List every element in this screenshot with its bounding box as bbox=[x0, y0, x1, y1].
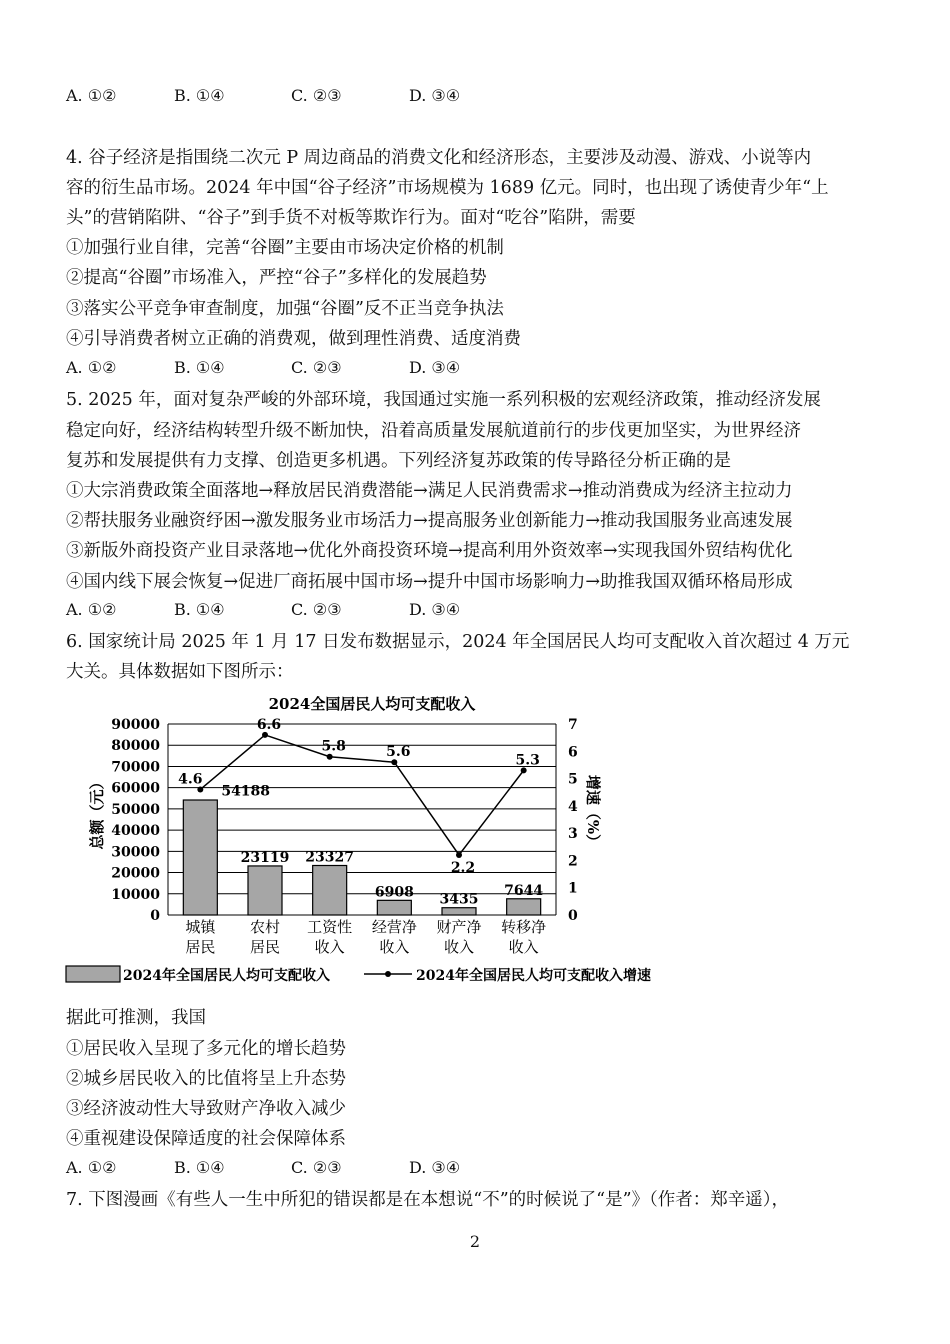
x-tick-label: 居民 bbox=[249, 938, 281, 956]
option-d: D. ③④ bbox=[409, 600, 461, 619]
y-tick-label: 90000 bbox=[111, 717, 160, 733]
y2-tick-label: 5 bbox=[568, 771, 578, 788]
option-c: C. ②③ bbox=[291, 358, 342, 377]
option-a: A. ①② bbox=[66, 358, 117, 377]
x-tick-label: 城镇 bbox=[185, 918, 216, 936]
bar bbox=[377, 900, 411, 915]
x-tick-label: 收入 bbox=[314, 938, 345, 956]
bar-value-label: 6908 bbox=[374, 884, 414, 901]
x-tick-label: 居民 bbox=[185, 938, 216, 956]
growth-label: 2.2 bbox=[450, 859, 476, 876]
q6-statement-3: ③经济波动性大导致财产净收入减少 bbox=[66, 1099, 346, 1119]
q4-statement-3: ③落实公平竞争审查制度，加强“谷圈”反不正当竞争执法 bbox=[66, 299, 504, 319]
growth-label: 4.6 bbox=[178, 771, 203, 788]
x-tick-label: 收入 bbox=[443, 938, 475, 956]
q6-statement-2: ②城乡居民收入的比值将呈上升态势 bbox=[66, 1069, 346, 1089]
y-tick-label: 10000 bbox=[111, 886, 160, 903]
y-tick-label: 40000 bbox=[111, 823, 160, 840]
page-number: 2 bbox=[469, 1232, 481, 1251]
y2-axis-label: 增速（%） bbox=[584, 774, 602, 850]
option-b: B. ①④ bbox=[174, 1158, 225, 1177]
q4-stem-line: 容的衍生品市场。2024 年中国“谷子经济”市场规模为 1689 亿元。同时，也出现了诱使青少年“上 bbox=[66, 178, 829, 198]
chart-title: 2024全国居民人均可支配收入 bbox=[268, 695, 476, 713]
bar bbox=[507, 899, 541, 915]
option-a: A. ①② bbox=[66, 1158, 117, 1177]
y-tick-label: 0 bbox=[150, 908, 160, 924]
q5-statement-4: ④国内线下展会恢复→促进厂商拓展中国市场→提升中国市场影响力→助推我国双循环格局形成 bbox=[66, 572, 793, 592]
legend-bar-label: 2024年全国居民人均可支配收入 bbox=[123, 968, 330, 984]
q5-statement-1: ①大宗消费政策全面落地→释放居民消费潜能→满足人民消费需求→推动消费成为经济主拉动力 bbox=[66, 481, 793, 501]
y2-tick-label: 0 bbox=[568, 908, 578, 924]
legend-line-marker bbox=[385, 971, 391, 977]
q5-stem-line: 5. 2025 年，面对复杂严峻的外部环境，我国通过实施一系列积极的宏观经济政策，推动经济发展 bbox=[66, 390, 821, 410]
q6-stem-line: 大关。具体数据如下图所示： bbox=[66, 662, 294, 682]
q6-lead: 据此可推测，我国 bbox=[66, 1008, 206, 1028]
y2-tick-label: 7 bbox=[568, 717, 578, 733]
y-tick-label: 70000 bbox=[111, 759, 160, 776]
option-b: B. ①④ bbox=[174, 358, 225, 377]
bar-value-label: 3435 bbox=[439, 891, 479, 908]
growth-label: 5.3 bbox=[515, 752, 540, 769]
growth-label: 5.8 bbox=[321, 738, 346, 755]
y-tick-label: 50000 bbox=[111, 801, 160, 818]
q5-statement-2: ②帮扶服务业融资纾困→激发服务业市场活力→提高服务业创新能力→推动我国服务业高速发展 bbox=[66, 511, 793, 531]
bar-value-label: 23119 bbox=[240, 849, 290, 866]
bar-value-label: 54188 bbox=[221, 783, 271, 800]
option-d: D. ③④ bbox=[409, 358, 461, 377]
x-tick-label: 财产净 bbox=[436, 918, 482, 936]
growth-label: 6.6 bbox=[256, 716, 282, 733]
bar bbox=[183, 800, 217, 915]
x-tick-label: 转移净 bbox=[501, 918, 547, 936]
q5-statement-3: ③新版外商投资产业目录落地→优化外商投资环境→提高利用外资效率→实现我国外贸结构优化 bbox=[66, 541, 793, 561]
legend-line-label: 2024年全国居民人均可支配收入增速 bbox=[416, 968, 651, 984]
y-tick-label: 20000 bbox=[111, 865, 160, 882]
chart-legend bbox=[66, 966, 651, 984]
q6-stem-line: 6. 国家统计局 2025 年 1 月 17 日发布数据显示，2024 年全国居民人均可支配收入首次超过 4 万元 bbox=[66, 632, 850, 652]
y-tick-label: 80000 bbox=[111, 738, 160, 755]
option-a: A. ①② bbox=[66, 86, 117, 105]
option-a: A. ①② bbox=[66, 600, 117, 619]
x-tick-label: 工资性 bbox=[307, 918, 353, 936]
q5-stem-line: 稳定向好，经济结构转型升级不断加快，沿着高质量发展航道前行的步伐更加坚实，为世界经济 bbox=[66, 421, 801, 441]
x-tick-label: 农村 bbox=[249, 918, 281, 936]
option-b: B. ①④ bbox=[174, 600, 225, 619]
legend-bar-swatch bbox=[66, 966, 120, 982]
y2-tick-label: 1 bbox=[568, 880, 578, 897]
bar bbox=[313, 865, 347, 915]
q4-statement-4: ④引导消费者树立正确的消费观，做到理性消费、适度消费 bbox=[66, 329, 521, 349]
x-tick-label: 收入 bbox=[379, 938, 410, 956]
x-tick-label: 收入 bbox=[508, 938, 539, 956]
option-d: D. ③④ bbox=[409, 1158, 461, 1177]
q5-stem-line: 复苏和发展提供有力支撑、创造更多机遇。下列经济复苏政策的传导路径分析正确的是 bbox=[66, 451, 731, 471]
y-axis-label: 总额（元） bbox=[88, 774, 106, 850]
y2-tick-label: 4 bbox=[568, 798, 578, 815]
bar-value-label: 23327 bbox=[305, 849, 355, 866]
option-c: C. ②③ bbox=[291, 1158, 342, 1177]
q4-statement-2: ②提高“谷圈”市场准入，严控“谷子”多样化的发展趋势 bbox=[66, 268, 487, 288]
growth-label: 5.6 bbox=[386, 744, 411, 761]
option-c: C. ②③ bbox=[291, 600, 342, 619]
y2-tick-label: 6 bbox=[568, 744, 578, 761]
x-tick-label: 经营净 bbox=[371, 918, 417, 936]
q4-stem-line: 4. 谷子经济是指围绕二次元 P 周边商品的消费文化和经济形态，主要涉及动漫、游戏、小说等内 bbox=[66, 148, 812, 168]
option-b: B. ①④ bbox=[174, 86, 225, 105]
q4-statement-1: ①加强行业自律，完善“谷圈”主要由市场决定价格的机制 bbox=[66, 238, 504, 258]
option-d: D. ③④ bbox=[409, 86, 461, 105]
y2-tick-label: 3 bbox=[568, 826, 578, 843]
y-tick-label: 30000 bbox=[111, 844, 160, 861]
q4-stem-line: 头”的营销陷阱、“谷子”到手货不对板等欺诈行为。面对“吃谷”陷阱，需要 bbox=[66, 208, 636, 228]
q6-statement-1: ①居民收入呈现了多元化的增长趋势 bbox=[66, 1039, 346, 1059]
income-chart bbox=[60, 690, 730, 990]
bar-value-label: 7644 bbox=[504, 882, 544, 899]
q7-stem: 7. 下图漫画《有些人一生中所犯的错误都是在本想说“不”的时候说了“是”》（作者：郑辛遥）， bbox=[66, 1190, 790, 1210]
y2-tick-label: 2 bbox=[568, 853, 578, 870]
growth-point bbox=[456, 852, 462, 858]
y-tick-label: 60000 bbox=[111, 780, 160, 797]
bar bbox=[248, 866, 282, 915]
option-c: C. ②③ bbox=[291, 86, 342, 105]
bar bbox=[442, 908, 476, 915]
q6-statement-4: ④重视建设保障适度的社会保障体系 bbox=[66, 1129, 346, 1149]
